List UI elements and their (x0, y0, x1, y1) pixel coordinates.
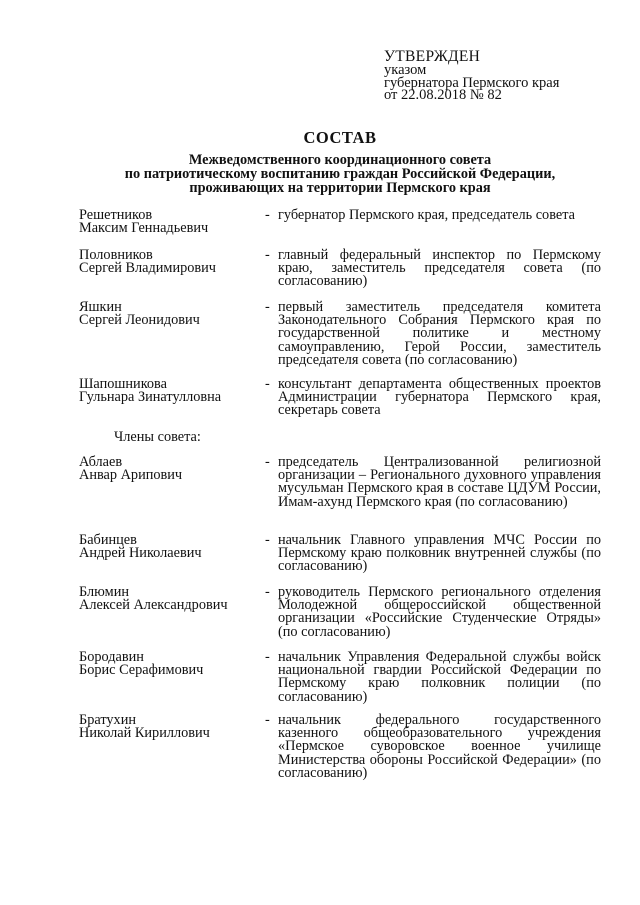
approval-line: губернатора Пермского края (384, 74, 560, 91)
member-role: начальник федерального государственного казенного общеобразовательного учреждения «Пермское суворовское военное училище Министерства обороны Российской Федерации» (по согласованию) (278, 712, 601, 781)
separator-dash: - (265, 649, 270, 665)
member-name (79, 456, 269, 482)
separator-dash: - (265, 454, 270, 470)
member-given-name: Николай Кириллович (79, 725, 210, 742)
member-given-name: Сергей Владимирович (79, 260, 216, 277)
member-name (79, 249, 269, 275)
separator-dash: - (265, 584, 270, 600)
approval-title: УТВЕРЖДЕН (384, 48, 481, 65)
member-surname: Решетников (79, 207, 153, 223)
member-name (79, 301, 269, 327)
member-name (79, 586, 269, 612)
member-name (79, 651, 269, 677)
members-heading: Члены совета: (114, 429, 201, 445)
subtitle-line: Межведомственного координационного совета (188, 152, 492, 168)
title-main: СОСТАВ (303, 128, 377, 147)
member-given-name: Максим Геннадьевич (79, 220, 209, 237)
approval-line: указом (384, 62, 427, 78)
member-surname: Яшкин (79, 299, 122, 315)
member-given-name: Алексей Александрович (79, 597, 228, 614)
member-surname: Блюмин (79, 584, 129, 600)
member-role: руководитель Пермского регионального отделения Молодежной общероссийской общественной организации «Российские Студенческие Отряды» (по согласованию) (278, 584, 601, 640)
member-surname: Половников (79, 247, 153, 263)
member-name (79, 209, 269, 235)
member-name (79, 378, 269, 404)
member-role: первый заместитель председателя комитета Законодательного Собрания Пермского края по государственной политике и местному самоуправлению, Герой России, заместитель председателя совета (по согласованию) (278, 299, 601, 368)
member-role: начальник Главного управления МЧС России по Пермскому краю полковник внутренней службы (по согласованию) (278, 532, 601, 575)
member-surname: Аблаев (79, 454, 123, 470)
member-role: главный федеральный инспектор по Пермскому краю, заместитель председателя совета (по согласованию) (278, 247, 601, 290)
member-given-name: Гульнара Зинатулловна (79, 389, 222, 406)
separator-dash: - (265, 712, 270, 728)
member-role: начальник Управления Федеральной службы войск национальной гвардии Российской Федерации по Пермскому краю полковник полиции (по согласованию) (278, 649, 601, 705)
member-role: председатель Централизованной религиозной организации – Регионального духовного управления мусульман Пермского края в составе ЦДУМ России, Имам-ахунд Пермского края (по согласованию) (278, 454, 601, 510)
member-surname: Бородавин (79, 649, 144, 665)
member-given-name: Анвар Арипович (79, 467, 183, 484)
title-subtitle (60, 153, 620, 195)
separator-dash: - (265, 376, 270, 392)
member-name (79, 714, 269, 740)
approval-stamp (384, 49, 559, 102)
approval-date: от 22.08.2018 № 82 (384, 87, 502, 103)
subtitle-line: проживающих на территории Пермского края (189, 180, 491, 196)
member-surname: Братухин (79, 712, 136, 728)
separator-dash: - (265, 532, 270, 548)
member-surname: Бабинцев (79, 532, 137, 548)
subtitle-line: по патриотическому воспитанию граждан Российской Федерации, (124, 166, 556, 182)
member-role: консультант департамента общественных проектов Администрации губернатора Пермского края, секретарь совета (278, 376, 601, 419)
member-given-name: Андрей Николаевич (79, 545, 202, 562)
separator-dash: - (265, 207, 270, 223)
member-role: губернатор Пермского края, председатель совета (278, 207, 575, 223)
member-name (79, 534, 269, 560)
separator-dash: - (265, 247, 270, 263)
document-title (60, 127, 620, 195)
separator-dash: - (265, 299, 270, 315)
member-given-name: Сергей Леонидович (79, 312, 200, 329)
member-surname: Шапошникова (79, 376, 167, 392)
member-given-name: Борис Серафимович (79, 662, 204, 679)
